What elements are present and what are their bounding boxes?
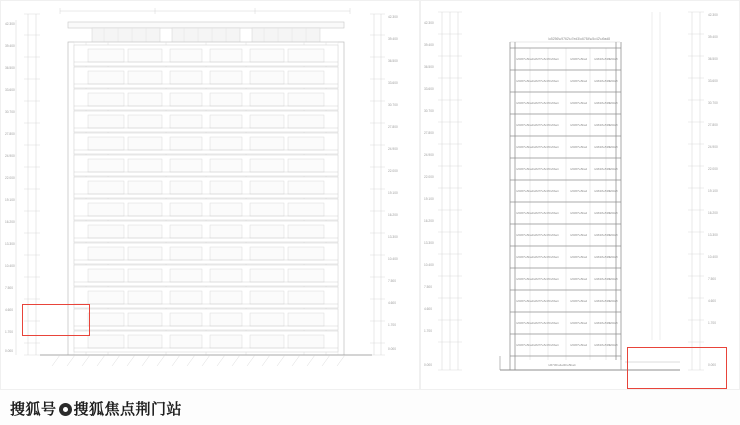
svg-text:\u5367\u5ba4: \u5367\u5ba4 — [570, 101, 588, 105]
svg-text:\u5730\u4e0b\u5ba4: \u5730\u4e0b\u5ba4 — [548, 363, 576, 367]
svg-text:16.200: 16.200 — [708, 211, 718, 215]
svg-text:\u9633\u53f0: \u9633\u53f0 — [594, 167, 611, 171]
svg-text:\u5367\u5ba4: \u5367\u5ba4 — [516, 233, 534, 237]
svg-text:16.200: 16.200 — [424, 219, 434, 223]
svg-text:\u5367\u5ba4: \u5367\u5ba4 — [516, 57, 534, 61]
svg-text:24.900: 24.900 — [424, 153, 434, 157]
section-svg-container — [420, 0, 740, 390]
svg-text:\u53a8: \u53a8 — [609, 299, 618, 303]
svg-text:\u5367\u5ba4: \u5367\u5ba4 — [570, 255, 588, 259]
svg-text:\u53a8: \u53a8 — [609, 233, 618, 237]
svg-text:\u5367\u5ba4: \u5367\u5ba4 — [516, 101, 534, 105]
svg-text:22.000: 22.000 — [388, 169, 398, 173]
svg-text:4.600: 4.600 — [424, 307, 432, 311]
svg-text:\u5367\u5ba4: \u5367\u5ba4 — [570, 321, 588, 325]
svg-text:13.300: 13.300 — [424, 241, 434, 245]
svg-text:\u8d77\u5c45\u5ba4: \u8d77\u5c45\u5ba4 — [533, 123, 559, 127]
svg-text:13.300: 13.300 — [708, 233, 718, 237]
svg-text:27.800: 27.800 — [388, 125, 398, 129]
svg-text:\u8d77\u5c45\u5ba4: \u8d77\u5c45\u5ba4 — [533, 277, 559, 281]
svg-text:\u9633\u53f0: \u9633\u53f0 — [594, 189, 611, 193]
svg-text:\u5367\u5ba4: \u5367\u5ba4 — [570, 189, 588, 193]
svg-text:\u8d77\u5c45\u5ba4: \u8d77\u5c45\u5ba4 — [533, 233, 559, 237]
svg-text:39.400: 39.400 — [388, 37, 398, 41]
svg-text:27.800: 27.800 — [424, 131, 434, 135]
svg-text:4.600: 4.600 — [5, 308, 13, 312]
svg-text:\u8d77\u5c45\u5ba4: \u8d77\u5c45\u5ba4 — [533, 57, 559, 61]
svg-text:\u53a8: \u53a8 — [609, 145, 618, 149]
svg-text:\u9633\u53f0: \u9633\u53f0 — [594, 255, 611, 259]
svg-text:4.600: 4.600 — [708, 299, 716, 303]
svg-text:10.400: 10.400 — [5, 264, 15, 268]
svg-text:7.500: 7.500 — [424, 285, 432, 289]
svg-text:30.700: 30.700 — [424, 109, 434, 113]
svg-text:36.500: 36.500 — [424, 65, 434, 69]
svg-text:7.500: 7.500 — [708, 277, 716, 281]
svg-text:39.400: 39.400 — [708, 35, 718, 39]
svg-text:0.000: 0.000 — [5, 349, 13, 353]
svg-text:13.300: 13.300 — [5, 242, 15, 246]
svg-text:\u5367\u5ba4: \u5367\u5ba4 — [516, 299, 534, 303]
svg-text:\u8d77\u5c45\u5ba4: \u8d77\u5c45\u5ba4 — [533, 211, 559, 215]
svg-text:\u5367\u5ba4: \u5367\u5ba4 — [516, 167, 534, 171]
sohu-logo-icon — [59, 403, 72, 416]
svg-text:\u9633\u53f0: \u9633\u53f0 — [594, 101, 611, 105]
svg-text:\u5367\u5ba4: \u5367\u5ba4 — [516, 189, 534, 193]
svg-text:36.500: 36.500 — [708, 57, 718, 61]
svg-text:\u9633\u53f0: \u9633\u53f0 — [594, 321, 611, 325]
svg-text:33.600: 33.600 — [424, 87, 434, 91]
svg-text:\u53a8: \u53a8 — [609, 123, 618, 127]
svg-text:\u5367\u5ba4: \u5367\u5ba4 — [516, 255, 534, 259]
svg-text:\u5367\u5ba4: \u5367\u5ba4 — [570, 123, 588, 127]
svg-text:30.700: 30.700 — [388, 103, 398, 107]
svg-text:19.100: 19.100 — [5, 198, 15, 202]
svg-text:\u5367\u5ba4: \u5367\u5ba4 — [516, 123, 534, 127]
svg-text:33.600: 33.600 — [388, 81, 398, 85]
svg-text:\u5367\u5ba4: \u5367\u5ba4 — [570, 167, 588, 171]
svg-text:19.100: 19.100 — [708, 189, 718, 193]
section-drawing-panel — [420, 0, 740, 390]
svg-text:\u5367\u5ba4: \u5367\u5ba4 — [570, 57, 588, 61]
svg-text:\u5367\u5ba4: \u5367\u5ba4 — [570, 211, 588, 215]
svg-text:\u53a8: \u53a8 — [609, 57, 618, 61]
svg-text:\u5367\u5ba4: \u5367\u5ba4 — [570, 299, 588, 303]
svg-text:\u8d77\u5c45\u5ba4: \u8d77\u5c45\u5ba4 — [533, 321, 559, 325]
highlight-annotation-right — [627, 347, 727, 389]
svg-text:27.800: 27.800 — [5, 132, 15, 136]
svg-text:\u5367\u5ba4: \u5367\u5ba4 — [516, 79, 534, 83]
watermark-text: 搜狐焦点荆门站 — [73, 401, 183, 418]
svg-text:\u9633\u53f0: \u9633\u53f0 — [594, 277, 611, 281]
svg-text:\u5367\u5ba4: \u5367\u5ba4 — [516, 277, 534, 281]
svg-text:\u53a8: \u53a8 — [609, 167, 618, 171]
svg-text:\u9633\u53f0: \u9633\u53f0 — [594, 299, 611, 303]
svg-text:\u5367\u5ba4: \u5367\u5ba4 — [516, 211, 534, 215]
svg-text:\u9633\u53f0: \u9633\u53f0 — [594, 343, 611, 347]
svg-text:22.000: 22.000 — [708, 167, 718, 171]
svg-text:\u8d77\u5c45\u5ba4: \u8d77\u5c45\u5ba4 — [533, 145, 559, 149]
svg-text:\u5367\u5ba4: \u5367\u5ba4 — [570, 145, 588, 149]
svg-text:30.700: 30.700 — [5, 110, 15, 114]
svg-text:\u5367\u5ba4: \u5367\u5ba4 — [570, 79, 588, 83]
svg-text:\u9633\u53f0: \u9633\u53f0 — [594, 123, 611, 127]
svg-text:24.900: 24.900 — [5, 154, 15, 158]
svg-text:\u9633\u53f0: \u9633\u53f0 — [594, 233, 611, 237]
highlight-annotation-left — [22, 304, 90, 336]
svg-text:\u53a8: \u53a8 — [609, 321, 618, 325]
svg-text:\u5256\u9762\u7ed3\u6784\u5c42: \u5256\u9762\u7ed3\u6784\u5c42\u9ad8 — [548, 37, 611, 41]
svg-text:19.100: 19.100 — [388, 191, 398, 195]
svg-text:\u53a8: \u53a8 — [609, 343, 618, 347]
svg-text:39.400: 39.400 — [5, 44, 15, 48]
svg-text:19.100: 19.100 — [424, 197, 434, 201]
svg-text:10.400: 10.400 — [388, 257, 398, 261]
svg-text:\u5367\u5ba4: \u5367\u5ba4 — [570, 233, 588, 237]
svg-text:\u8d77\u5c45\u5ba4: \u8d77\u5c45\u5ba4 — [533, 343, 559, 347]
svg-text:33.600: 33.600 — [708, 79, 718, 83]
svg-text:4.600: 4.600 — [388, 301, 396, 305]
svg-text:\u53a8: \u53a8 — [609, 255, 618, 259]
svg-text:7.500: 7.500 — [5, 286, 13, 290]
svg-text:42.300: 42.300 — [708, 13, 718, 17]
svg-text:\u8d77\u5c45\u5ba4: \u8d77\u5c45\u5ba4 — [533, 255, 559, 259]
svg-text:\u9633\u53f0: \u9633\u53f0 — [594, 79, 611, 83]
svg-text:10.400: 10.400 — [424, 263, 434, 267]
svg-text:27.800: 27.800 — [708, 123, 718, 127]
svg-text:1.700: 1.700 — [5, 330, 13, 334]
svg-text:\u8d77\u5c45\u5ba4: \u8d77\u5c45\u5ba4 — [533, 79, 559, 83]
svg-text:36.500: 36.500 — [5, 66, 15, 70]
svg-text:1.700: 1.700 — [708, 321, 716, 325]
svg-text:\u53a8: \u53a8 — [609, 211, 618, 215]
svg-text:22.000: 22.000 — [424, 175, 434, 179]
svg-text:\u5367\u5ba4: \u5367\u5ba4 — [570, 277, 588, 281]
svg-text:\u53a8: \u53a8 — [609, 101, 618, 105]
svg-text:16.200: 16.200 — [5, 220, 15, 224]
svg-text:39.400: 39.400 — [424, 43, 434, 47]
svg-text:24.900: 24.900 — [388, 147, 398, 151]
svg-text:\u9633\u53f0: \u9633\u53f0 — [594, 145, 611, 149]
svg-text:\u5367\u5ba4: \u5367\u5ba4 — [570, 343, 588, 347]
svg-text:22.000: 22.000 — [5, 176, 15, 180]
svg-text:33.600: 33.600 — [5, 88, 15, 92]
svg-text:\u53a8: \u53a8 — [609, 189, 618, 193]
svg-text:16.200: 16.200 — [388, 213, 398, 217]
svg-text:1.700: 1.700 — [424, 329, 432, 333]
svg-text:7.500: 7.500 — [388, 279, 396, 283]
svg-text:\u5367\u5ba4: \u5367\u5ba4 — [516, 321, 534, 325]
svg-text:13.300: 13.300 — [388, 235, 398, 239]
svg-text:\u8d77\u5c45\u5ba4: \u8d77\u5c45\u5ba4 — [533, 299, 559, 303]
watermark-prefix: 搜狐号 — [10, 401, 57, 418]
svg-text:\u5367\u5ba4: \u5367\u5ba4 — [516, 343, 534, 347]
svg-text:\u53a8: \u53a8 — [609, 79, 618, 83]
svg-text:42.300: 42.300 — [5, 22, 15, 26]
svg-text:1.700: 1.700 — [388, 323, 396, 327]
svg-text:\u8d77\u5c45\u5ba4: \u8d77\u5c45\u5ba4 — [533, 189, 559, 193]
svg-text:10.400: 10.400 — [708, 255, 718, 259]
svg-text:36.500: 36.500 — [388, 59, 398, 63]
svg-text:0.000: 0.000 — [388, 347, 396, 351]
svg-text:30.700: 30.700 — [708, 101, 718, 105]
svg-text:\u8d77\u5c45\u5ba4: \u8d77\u5c45\u5ba4 — [533, 101, 559, 105]
svg-text:\u9633\u53f0: \u9633\u53f0 — [594, 211, 611, 215]
svg-text:\u53a8: \u53a8 — [609, 277, 618, 281]
svg-text:0.000: 0.000 — [424, 363, 432, 367]
svg-text:42.300: 42.300 — [388, 15, 398, 19]
svg-text:\u9633\u53f0: \u9633\u53f0 — [594, 57, 611, 61]
svg-text:\u8d77\u5c45\u5ba4: \u8d77\u5c45\u5ba4 — [533, 167, 559, 171]
svg-text:0.000: 0.000 — [708, 363, 716, 367]
svg-text:24.900: 24.900 — [708, 145, 718, 149]
watermark — [10, 398, 182, 419]
svg-text:\u5367\u5ba4: \u5367\u5ba4 — [516, 145, 534, 149]
svg-text:42.300: 42.300 — [424, 21, 434, 25]
